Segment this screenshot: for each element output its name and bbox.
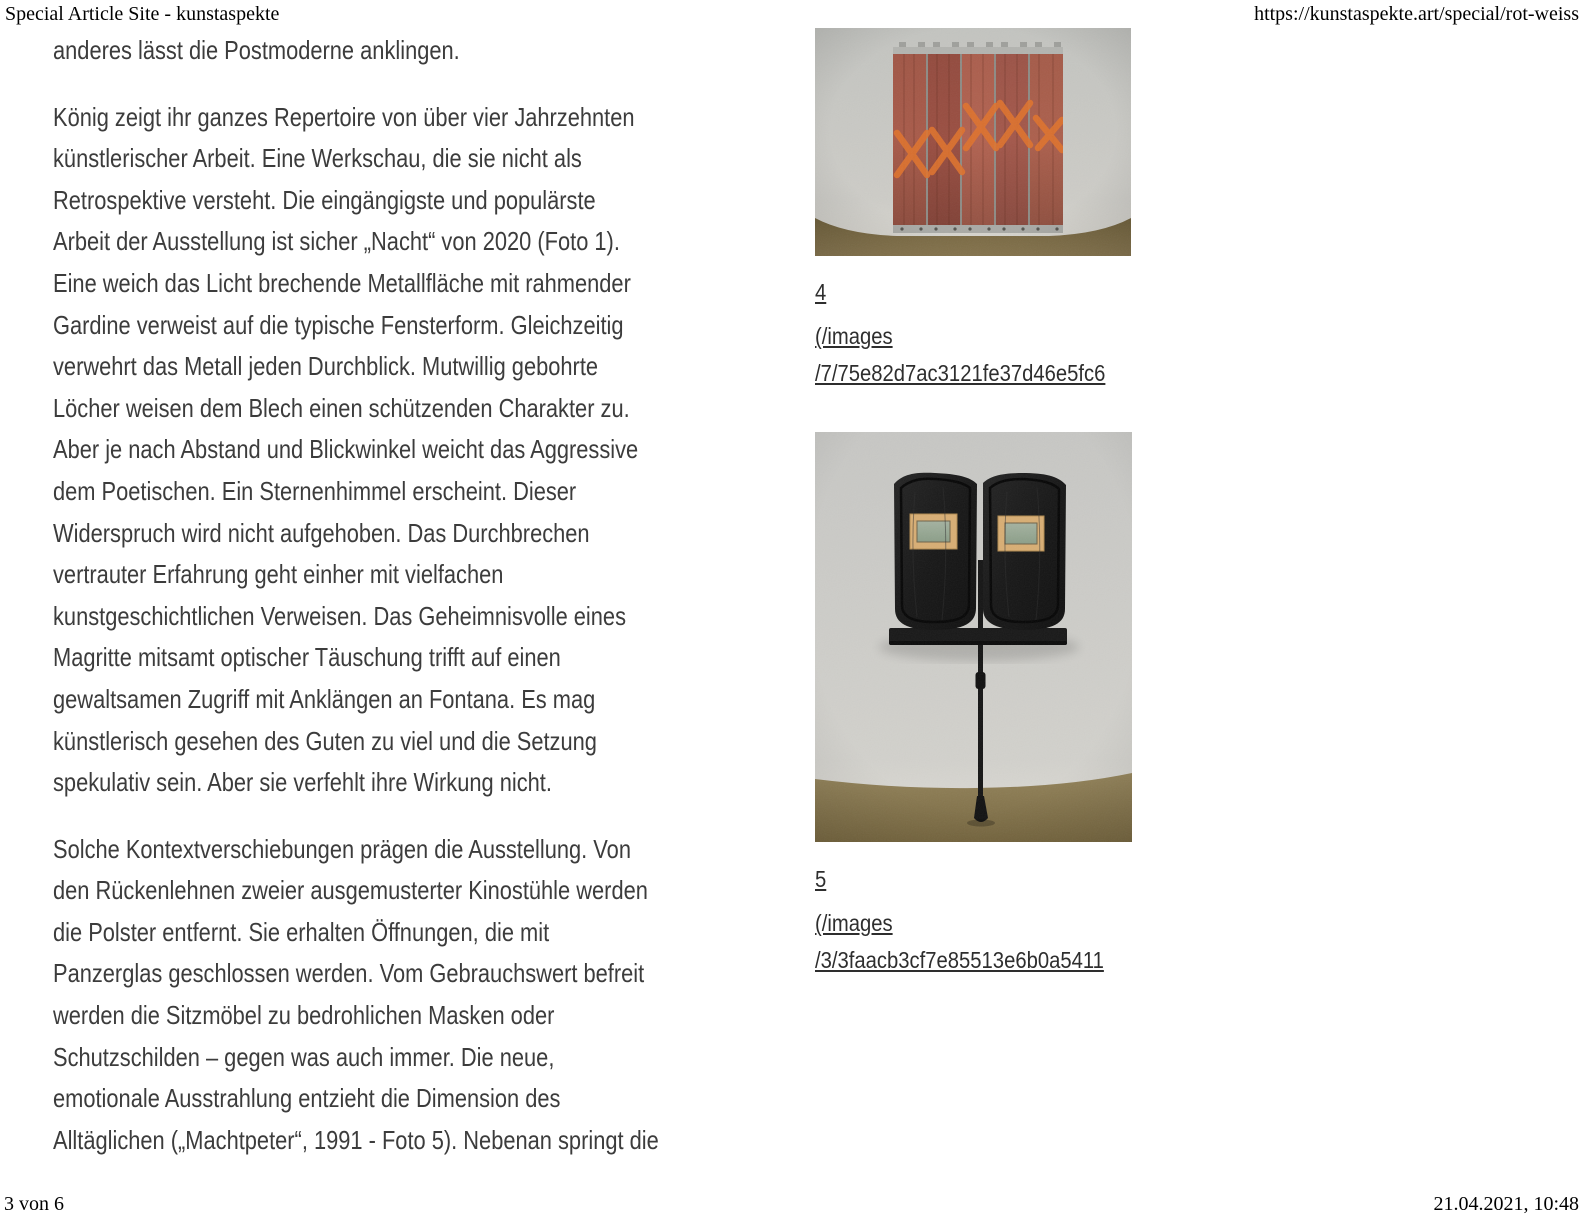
figure-5-link-line1[interactable]: (/images [815, 910, 893, 936]
figure-5-photo [815, 432, 1132, 842]
text-line: Arbeit der Ausstellung ist sicher „Nacht“ von 2020 (Foto 1). [53, 226, 620, 257]
figure-4-number-link[interactable]: 4 [815, 279, 827, 305]
text-line: kunstgeschichtlichen Verweisen. Das Geheimnisvolle eines [53, 600, 626, 631]
figure-4-caption-number[interactable] [815, 277, 1094, 307]
figure-5-link-line2[interactable]: /3/3faacb3cf7e85513e6b0a5411 [815, 947, 1104, 973]
figure-5-number-link[interactable]: 5 [815, 866, 827, 892]
print-footer-timestamp: 21.04.2021, 10:48 [1433, 1193, 1579, 1215]
text-line: Gardine verweist auf die typische Fensterform. Gleichzeitig [53, 309, 624, 340]
print-header-url: https://kunstaspekte.art/special/rot-weiss [1254, 3, 1579, 25]
text-line: werden die Sitzmöbel zu bedrohlichen Masken oder [53, 1000, 555, 1031]
figure-4-link-line1[interactable]: (/images [815, 323, 893, 349]
figure-4-photo [815, 28, 1131, 256]
text-line: vertrauter Erfahrung geht einher mit vielfachen [53, 559, 504, 590]
text-line: Magritte mitsamt optischer Täuschung trifft auf einen [53, 642, 561, 673]
text-line: Eine weich das Licht brechende Metallfläche mit rahmender [53, 267, 631, 298]
text-line: künstlerischer Arbeit. Eine Werkschau, die sie nicht als [53, 143, 582, 174]
text-line: Alltäglichen („Machtpeter“, 1991 - Foto 5). Nebenan springt die [53, 1124, 659, 1155]
text-line: Löcher weisen dem Blech einen schützenden Charakter zu. [53, 392, 630, 423]
paragraph [53, 97, 775, 804]
text-line: Panzerglas geschlossen werden. Vom Gebrauchswert befreit [53, 958, 645, 989]
text-line: gewaltsamen Zugriff mit Anklängen an Fontana. Es mag [53, 683, 596, 714]
paragraph [53, 30, 775, 72]
text-line: Retrospektive versteht. Die eingängigste und populärste [53, 184, 596, 215]
text-line: dem Poetischen. Ein Sternenhimmel erscheint. Dieser [53, 475, 577, 506]
print-header-title: Special Article Site - kunstaspekte [5, 3, 280, 25]
text-line: emotionale Ausstrahlung entzieht die Dimension des [53, 1083, 561, 1114]
text-line: Aber je nach Abstand und Blickwinkel weicht das Aggressive [53, 434, 639, 465]
text-line: anderes lässt die Postmoderne anklingen. [53, 35, 460, 65]
text-line: den Rückenlehnen zweier ausgemusterter Kinostühle werden [53, 875, 648, 906]
figure-4-link-line2[interactable]: /7/75e82d7ac3121fe37d46e5fc6 [815, 360, 1106, 386]
print-footer-page-number: 3 von 6 [4, 1193, 64, 1215]
text-line: verwehrt das Metall jeden Durchblick. Mutwillig gebohrte [53, 351, 599, 382]
text-line: Widerspruch wird nicht aufgehoben. Das Durchbrechen [53, 517, 590, 548]
text-line: künstlerisch gesehen des Guten zu viel und die Setzung [53, 725, 597, 756]
text-line: Schutzschilden – gegen was auch immer. Die neue, [53, 1041, 555, 1072]
figure-5-caption-number[interactable] [815, 864, 1094, 894]
text-line: Solche Kontextverschiebungen prägen die Ausstellung. Von [53, 833, 631, 864]
article-text [53, 30, 775, 1186]
text-line: spekulativ sein. Aber sie verfehlt ihre Wirkung nicht. [53, 767, 552, 798]
text-line: König zeigt ihr ganzes Repertoire von über vier Jahrzehnten [53, 101, 635, 132]
paragraph [53, 829, 775, 1162]
text-line: die Polster entfernt. Sie erhalten Öffnungen, die mit [53, 916, 550, 947]
